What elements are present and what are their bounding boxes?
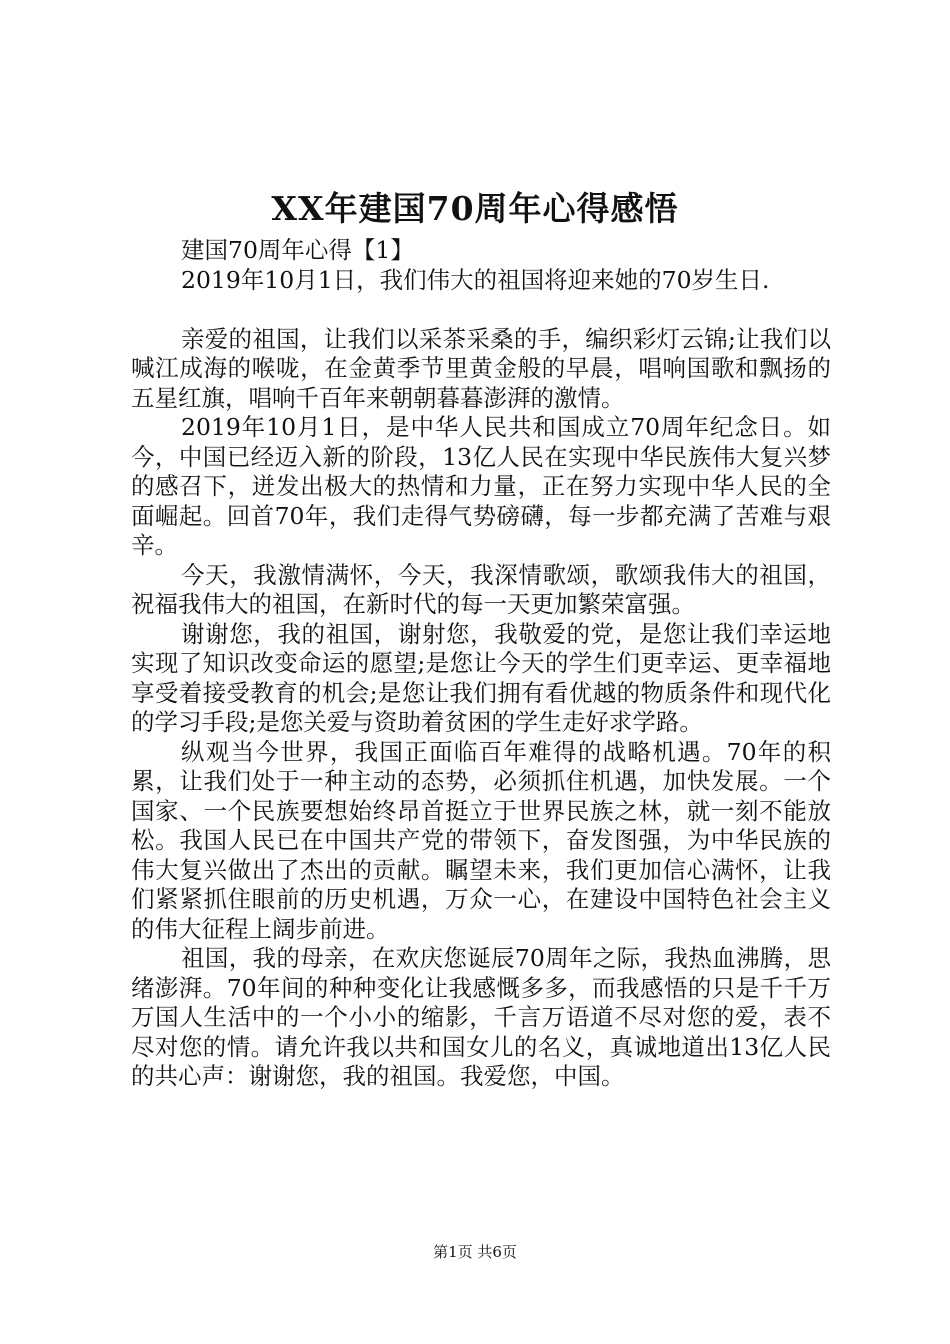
blank-line <box>131 295 831 325</box>
document-title: XX年建国70周年心得感悟 <box>271 189 679 228</box>
paragraph: 2019年10月1日，是中华人民共和国成立70周年纪念日。如今，中国已经迈入新的阶段，13亿人民在实现中华民族伟大复兴梦的感召下，迸发出极大的热情和力量，正在努力实现中华人民的全面崛起。回首70年，我们走得气势磅礴，每一步都充满了苦难与艰辛。 <box>131 413 831 559</box>
paragraph: 纵观当今世界，我国正面临百年难得的战略机遇。70年的积累，让我们处于一种主动的态势，必须抓住机遇，加快发展。一个国家、一个民族要想始终昂首挺立于世界民族之林，就一刻不能放松。我国人民已在中国共产党的带领下，奋发图强，为中华民族的伟大复兴做出了杰出的贡献。瞩望未来，我们更加信心满怀，让我们紧紧抓住眼前的历史机遇，万众一心，在建设中国特色社会主义的伟大征程上阔步前进。 <box>131 737 831 943</box>
page-footer: 第1页 共6页 <box>433 1243 517 1261</box>
document-body <box>131 236 831 1092</box>
paragraph: 亲爱的祖国，让我们以采茶采桑的手，编织彩灯云锦;让我们以喊江成海的喉咙，在金黄季节里黄金般的早晨，唱响国歌和飘扬的五星红旗，唱响千百年来朝朝暮暮澎湃的激情。 <box>131 324 831 412</box>
paragraph: 祖国，我的母亲，在欢庆您诞辰70周年之际，我热血沸腾，思绪澎湃。70年间的种种变化让我感慨多多，而我感悟的只是千千万万国人生活中的一个小小的缩影，千言万语道不尽对您的爱，表不尽对您的情。请允许我以共和国女儿的名义，真诚地道出13亿人民的共心声：谢谢您，我的祖国。我爱您，中国。 <box>131 944 831 1090</box>
paragraph-heading: 建国70周年心得【1】 <box>181 236 414 264</box>
paragraph: 谢谢您，我的祖国，谢射您，我敬爱的党，是您让我们幸运地实现了知识改变命运的愿望;是您让今天的学生们更幸运、更幸福地享受着接受教育的机会;是您让我们拥有看优越的物质条件和现代化的学习手段;是您关爱与资助着贫困的学生走好求学路。 <box>131 619 831 736</box>
paragraph: 2019年10月1日，我们伟大的祖国将迎来她的70岁生日. <box>181 265 770 294</box>
paragraph: 今天，我激情满怀，今天，我深情歌颂，歌颂我伟大的祖国，祝福我伟大的祖国，在新时代的每一天更加繁荣富强。 <box>131 560 831 618</box>
